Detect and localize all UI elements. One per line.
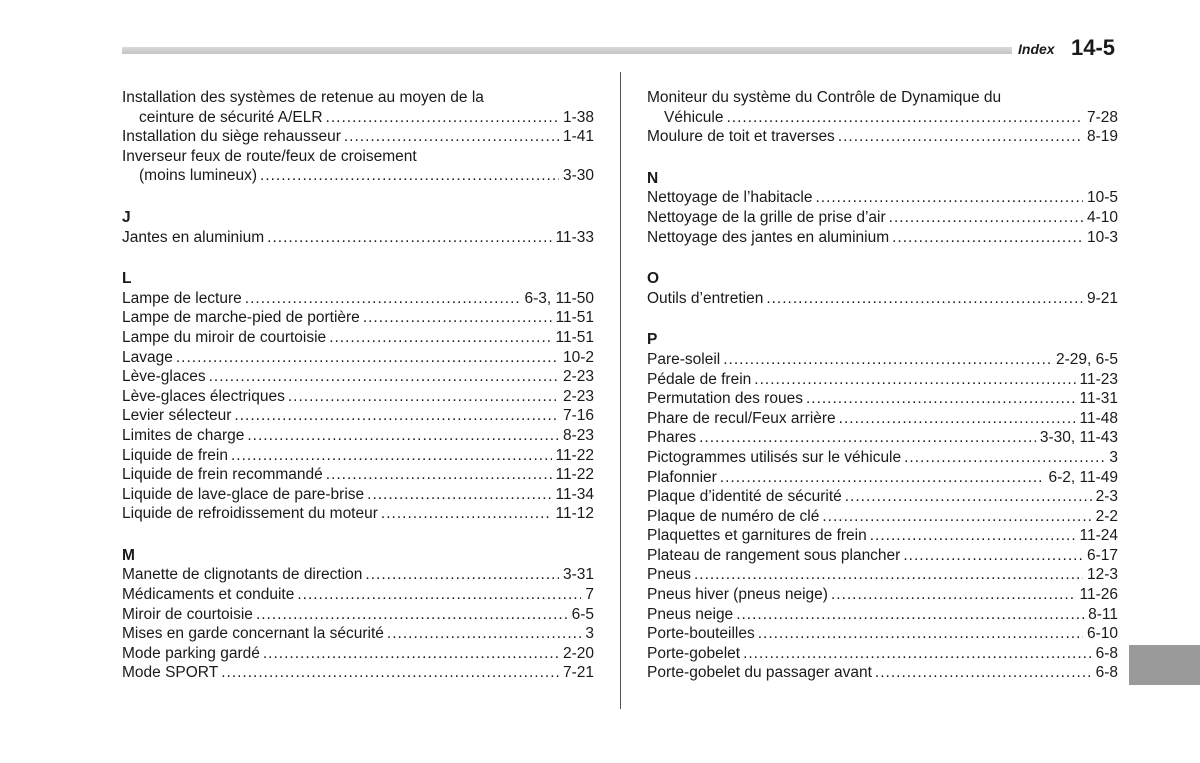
index-entry-page: 1-41 — [562, 128, 594, 146]
index-entry-name: Lampe du miroir de courtoisie — [122, 328, 327, 346]
index-entry-heading: Inverseur feux de route/feux de croisement — [122, 147, 417, 165]
index-entry-name: Plaque de numéro de clé — [647, 507, 820, 525]
index-entry-name: Pneus — [647, 566, 691, 584]
dot-leader — [838, 127, 1083, 147]
dot-leader — [758, 624, 1083, 644]
index-entry-name: Liquide de frein recommandé — [122, 466, 323, 484]
index-entry-page: 6-10 — [1086, 625, 1118, 643]
index-entry-name: Mode parking gardé — [122, 644, 260, 662]
index-entry-page: 2-20 — [562, 644, 594, 662]
index-entry-page: 7-21 — [562, 664, 594, 682]
index-entry — [122, 446, 594, 466]
index-entry-page: 7-16 — [562, 407, 594, 425]
index-entry-name: Pneus hiver (pneus neige) — [647, 586, 828, 604]
dot-leader — [221, 663, 559, 683]
index-entry-name: Pédale de frein — [647, 370, 752, 388]
dot-leader — [267, 228, 551, 248]
index-entry — [122, 465, 594, 485]
header-rule — [122, 47, 1012, 54]
index-entry-name: Jantes en aluminium — [122, 228, 265, 246]
index-entry — [122, 585, 594, 605]
index-entry-name: Plaque d’identité de sécurité — [647, 488, 842, 506]
dot-leader — [344, 127, 559, 147]
dot-leader — [699, 428, 1036, 448]
index-entry-name: Installation du siège rehausseur — [122, 128, 341, 146]
index-entry-page: 3-30 — [562, 167, 594, 185]
index-entry — [122, 387, 594, 407]
dot-leader — [297, 585, 581, 605]
index-entry-page: 8-19 — [1086, 128, 1118, 146]
index-entry — [122, 605, 594, 625]
dot-leader — [329, 328, 551, 348]
index-entry-page: 9-21 — [1086, 289, 1118, 307]
index-entry — [647, 546, 1118, 566]
header-page-number: 14-5 — [1071, 35, 1116, 60]
index-entry-name: Lève-glaces — [122, 368, 206, 386]
chapter-tab-marker — [1129, 645, 1200, 685]
index-entry-page: 3-31 — [562, 566, 594, 584]
index-entry-page: 2-2 — [1095, 507, 1118, 525]
index-entry — [647, 448, 1118, 468]
index-entry-name: Plaquettes et garnitures de frein — [647, 527, 867, 545]
index-entry — [647, 605, 1118, 625]
dot-leader — [176, 348, 559, 368]
index-entry-name: Médicaments et conduite — [122, 586, 295, 604]
index-entry-page: 6-3, 11-50 — [524, 289, 594, 307]
index-entry-page: 11-51 — [555, 328, 594, 346]
index-entry-page: 10-3 — [1086, 228, 1118, 246]
index-entry-page: 1-38 — [562, 108, 594, 126]
index-entry — [647, 289, 1118, 309]
dot-leader — [247, 426, 559, 446]
dot-leader — [754, 370, 1075, 390]
dot-leader — [326, 108, 559, 128]
index-entry — [647, 624, 1118, 644]
index-entry-heading: Installation des systèmes de retenue au moyen de la — [122, 89, 484, 106]
index-entry — [122, 348, 594, 368]
index-entry-name: Manette de clignotants de direction — [122, 566, 363, 584]
dot-leader — [694, 565, 1083, 585]
index-entry — [122, 504, 594, 524]
section-letter: L — [122, 270, 132, 288]
dot-leader — [234, 406, 559, 426]
index-entry — [122, 426, 594, 446]
index-entry-page: 11-51 — [555, 309, 594, 327]
index-entry-page: 11-24 — [1079, 527, 1118, 545]
index-entry — [647, 350, 1118, 370]
dot-leader — [723, 350, 1052, 370]
index-entry — [647, 565, 1118, 585]
index-entry-page: 6-17 — [1086, 546, 1118, 564]
index-entry-name: Mode SPORT — [122, 664, 219, 682]
index-entry-name: Porte-bouteilles — [647, 625, 755, 643]
index-entry-name: Pictogrammes utilisés sur le véhicule — [647, 448, 902, 466]
dot-leader — [806, 389, 1076, 409]
index-entry-page: 11-12 — [555, 505, 594, 523]
index-entry — [122, 127, 594, 147]
index-entry-name: Limites de charge — [122, 426, 245, 444]
index-entry-name: Lampe de lecture — [122, 289, 242, 307]
column-divider — [620, 72, 621, 709]
index-entry-name: Lavage — [122, 348, 173, 366]
dot-leader — [889, 208, 1083, 228]
dot-leader — [875, 663, 1092, 683]
index-entry-page: 11-33 — [555, 228, 594, 246]
dot-leader — [766, 289, 1083, 309]
index-entry — [647, 526, 1118, 546]
index-entry-name: Liquide de lave-glace de pare-brise — [122, 485, 365, 503]
index-entry-page: 10-2 — [562, 348, 594, 366]
index-entry — [122, 228, 594, 248]
index-entry-name: Véhicule — [664, 108, 724, 126]
dot-leader — [288, 387, 559, 407]
index-entry — [647, 585, 1118, 605]
index-entry — [122, 624, 594, 644]
index-entry-page: 2-23 — [562, 368, 594, 386]
index-entry — [122, 406, 594, 426]
index-entry-name: Nettoyage de la grille de prise d’air — [647, 208, 886, 226]
index-entry-name: Phares — [647, 429, 697, 447]
index-entry-name: Pare-soleil — [647, 350, 721, 368]
dot-leader — [256, 605, 568, 625]
index-entry — [647, 487, 1118, 507]
index-entry — [647, 389, 1118, 409]
index-entry-page: 6-8 — [1095, 664, 1118, 682]
index-entry-page: 11-23 — [1079, 370, 1118, 388]
index-entry-name: Phare de recul/Feux arrière — [647, 409, 836, 427]
index-entry — [122, 485, 594, 505]
index-entry-name: ceinture de sécurité A/ELR — [139, 108, 323, 126]
index-entry-page: 4-10 — [1086, 208, 1118, 226]
section-letter: P — [647, 331, 658, 349]
index-entry-name: Porte-gobelet du passager avant — [647, 664, 872, 682]
index-entry-name: Outils d’entretien — [647, 289, 764, 307]
header-section-label: Index — [1018, 41, 1055, 57]
index-entry-name: Lève-glaces électriques — [122, 387, 285, 405]
index-entry — [122, 308, 594, 328]
dot-leader — [387, 624, 581, 644]
index-entry — [647, 507, 1118, 527]
index-entry-name: Moulure de toit et traverses — [647, 128, 835, 146]
index-entry-name: Porte-gobelet — [647, 644, 741, 662]
index-entry-page: 8-11 — [1088, 605, 1118, 623]
index-entry-page: 3 — [1109, 448, 1118, 466]
index-entry — [647, 228, 1118, 248]
dot-leader — [822, 507, 1091, 527]
section-letter: N — [647, 169, 659, 187]
section-letter: O — [647, 270, 660, 288]
dot-leader — [736, 605, 1084, 625]
index-entry — [647, 127, 1118, 147]
index-entry-page: 11-48 — [1079, 409, 1118, 427]
index-entry-page: 2-3 — [1095, 488, 1118, 506]
dot-leader — [726, 108, 1083, 128]
dot-leader — [831, 585, 1076, 605]
dot-leader — [260, 166, 559, 186]
index-entry-page: 11-22 — [555, 466, 594, 484]
index-entry — [122, 166, 594, 186]
dot-leader — [892, 228, 1083, 248]
index-entry-page: 8-23 — [562, 426, 594, 444]
index-entry-page: 11-31 — [1079, 390, 1118, 408]
index-entry-name: Plafonnier — [647, 468, 717, 486]
index-entry — [122, 367, 594, 387]
dot-leader — [720, 468, 1045, 488]
index-entry-page: 11-26 — [1079, 586, 1118, 604]
index-entry-name: Permutation des roues — [647, 390, 803, 408]
index-entry-page: 6-5 — [571, 605, 594, 623]
index-column-left — [122, 88, 594, 683]
dot-leader — [870, 526, 1076, 546]
dot-leader — [326, 465, 552, 485]
section-letter: M — [122, 546, 135, 564]
index-entry — [647, 644, 1118, 664]
index-entry-name: Miroir de courtoisie — [122, 605, 253, 623]
dot-leader — [367, 485, 551, 505]
index-entry — [647, 428, 1118, 448]
index-entry — [647, 409, 1118, 429]
index-entry — [647, 663, 1118, 683]
index-entry — [122, 565, 594, 585]
dot-leader — [904, 448, 1105, 468]
index-entry-page: 2-29, 6-5 — [1055, 350, 1118, 368]
index-entry-page: 12-3 — [1086, 566, 1118, 584]
index-entry-page: 10-5 — [1086, 189, 1118, 207]
index-entry — [647, 188, 1118, 208]
index-entry-name: Nettoyage des jantes en aluminium — [647, 228, 890, 246]
index-entry-name: Levier sélecteur — [122, 407, 232, 425]
index-entry — [122, 108, 594, 128]
index-entry-name: Liquide de refroidissement du moteur — [122, 505, 378, 523]
index-entry — [122, 328, 594, 348]
dot-leader — [245, 289, 521, 309]
dot-leader — [845, 487, 1092, 507]
index-entry-heading: Moniteur du système du Contrôle de Dynamique du — [647, 89, 1002, 106]
dot-leader — [363, 308, 552, 328]
index-entry-page: 2-23 — [562, 387, 594, 405]
index-entry-name: (moins lumineux) — [139, 167, 258, 185]
index-entry-page: 11-34 — [555, 485, 594, 503]
index-entry-name: Plateau de rangement sous plancher — [647, 546, 901, 564]
index-entry — [122, 289, 594, 309]
index-column-right — [647, 88, 1118, 683]
dot-leader — [903, 546, 1083, 566]
index-entry — [122, 663, 594, 683]
index-entry-name: Pneus neige — [647, 605, 734, 623]
index-entry-name: Liquide de frein — [122, 446, 228, 464]
index-entry — [647, 370, 1118, 390]
dot-leader — [365, 565, 559, 585]
index-entry-name: Mises en garde concernant la sécurité — [122, 625, 384, 643]
index-entry — [122, 644, 594, 664]
index-entry-page: 3 — [585, 625, 594, 643]
index-entry-page: 3-30, 11-43 — [1039, 429, 1118, 447]
index-entry-name: Nettoyage de l’habitacle — [647, 189, 813, 207]
index-entry-name: Lampe de marche-pied de portière — [122, 309, 360, 327]
index-entry — [647, 108, 1118, 128]
index-entry — [647, 208, 1118, 228]
section-letter: J — [122, 208, 131, 226]
dot-leader — [839, 409, 1076, 429]
dot-leader — [209, 367, 559, 387]
index-entry-page: 6-2, 11-49 — [1048, 468, 1118, 486]
dot-leader — [381, 504, 552, 524]
index-entry-page: 6-8 — [1095, 644, 1118, 662]
dot-leader — [263, 644, 559, 664]
index-entry-page: 7-28 — [1086, 108, 1118, 126]
index-entry-page: 7 — [585, 586, 594, 604]
dot-leader — [231, 446, 552, 466]
index-entry-page: 11-22 — [555, 446, 594, 464]
dot-leader — [815, 188, 1083, 208]
index-entry — [647, 468, 1118, 488]
dot-leader — [743, 644, 1092, 664]
